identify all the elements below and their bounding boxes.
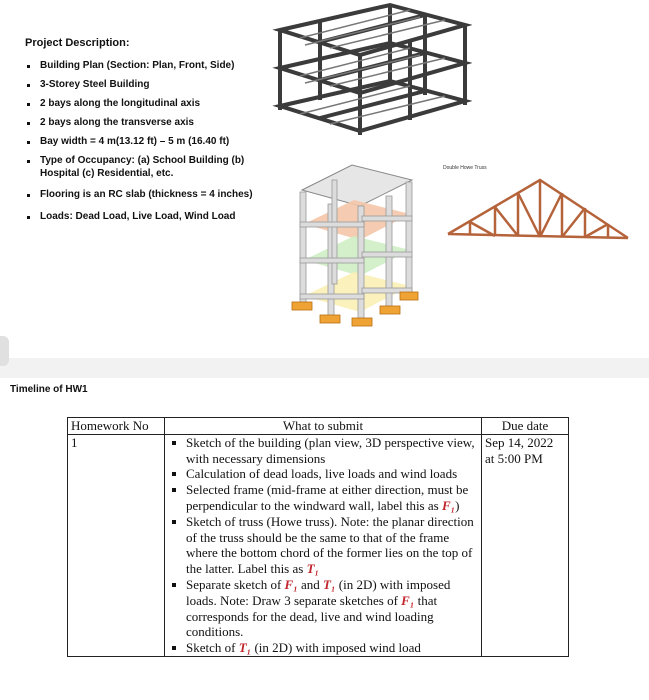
building-sketch-image [282, 160, 422, 332]
steel-frame-image [270, 0, 472, 140]
list-item [168, 514, 478, 577]
truss-caption: Double Howe Truss [443, 165, 487, 171]
item-text: Selected frame (mid-frame at either direction, must be perpendicular to the windward wall, label this as [186, 482, 469, 513]
list-item: Calculation of dead loads, live loads and wind loads [168, 466, 478, 482]
frame-label: F₁ [441, 497, 456, 513]
header-homework-no: Homework No [68, 418, 165, 435]
list-item: Flooring is an RC slab (thickness = 4 inches) [24, 189, 274, 202]
list-item: Loads: Dead Load, Live Load, Wind Load [24, 211, 274, 224]
truss-label: T₁ [323, 576, 336, 592]
item-text: (in 2D) with imposed loads. Note: Draw 3 separate sketches of [186, 576, 451, 608]
howe-truss-image [440, 162, 635, 262]
table-header-row [68, 418, 569, 435]
list-item: Bay width = 4 m(13.12 ft) – 5 m (16.40 ft) [24, 136, 274, 149]
timeline-title: Timeline of HW1 [10, 384, 88, 395]
project-description-list [24, 60, 274, 223]
slide-divider [0, 358, 649, 378]
truss-label: T₁ [306, 561, 320, 577]
submission-list [168, 435, 478, 656]
list-item: Building Plan (Section: Plan, Front, Side) [24, 60, 274, 73]
item-text: Separate sketch of [186, 576, 285, 592]
list-item: 2 bays along the longitudinal axis [24, 98, 274, 111]
list-item [168, 640, 478, 656]
list-item: 3-Storey Steel Building [24, 79, 274, 92]
due-time: at 5:00 PM [485, 450, 543, 466]
item-text: Sketch of [186, 640, 239, 656]
project-description-title: Project Description: [25, 37, 130, 49]
item-text: that corresponds for the dead, live and wind loading conditions. [186, 592, 438, 640]
scroll-handle[interactable] [0, 336, 9, 366]
homework-table [67, 417, 569, 657]
table-row [68, 434, 569, 656]
list-item [168, 482, 478, 514]
item-text: ) [455, 497, 460, 513]
item-text: Sketch of truss (Howe truss). Note: the planar direction of the truss should be the same to that of the frame where the bottom chord of the former lies on the top of the latter. Label this as [186, 513, 474, 577]
header-what-to-submit: What to submit [165, 418, 482, 435]
list-item: 2 bays along the transverse axis [24, 117, 274, 130]
due-date: Sep 14, 2022 [485, 434, 554, 450]
header-due-date: Due date [482, 418, 569, 435]
list-item: Sketch of the building (plan view, 3D perspective view, with necessary dimensions [168, 435, 478, 467]
truss-label: T₁ [238, 640, 252, 656]
list-item: Type of Occupancy: (a) School Building (b) Hospital (c) Residential, etc. [24, 155, 274, 180]
item-text: (in 2D) with imposed wind load [251, 640, 421, 656]
homework-number: 1 [68, 434, 165, 656]
submission-list-cell [165, 434, 482, 656]
list-item [168, 577, 478, 640]
due-date-cell [482, 434, 569, 656]
item-text: and [297, 576, 324, 592]
frame-label: F₁ [284, 576, 298, 592]
frame-label: F₁ [401, 592, 415, 608]
